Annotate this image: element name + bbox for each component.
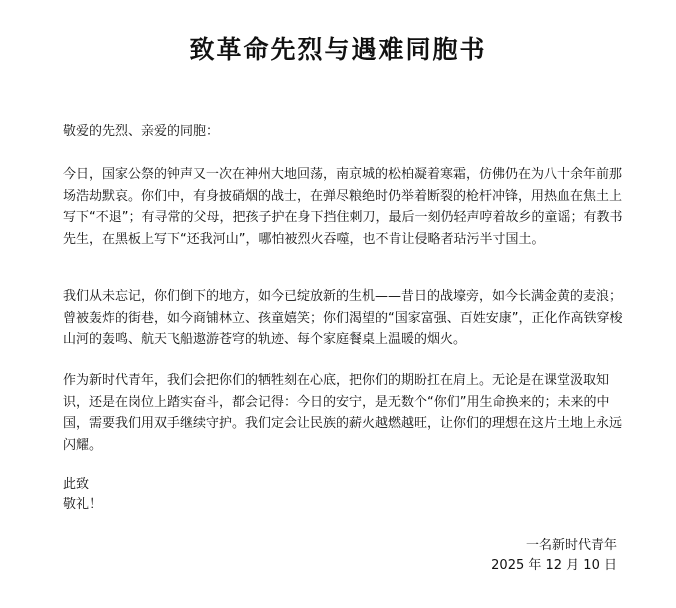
letter-paragraph-2: 我们从未忘记，你们倒下的地方，如今已绽放新的生机——昔日的战壕旁，如今长满金黄的麦浪；曾被轰炸的街巷，如今商铺林立、孩童嬉笑；你们渴望的“国家富强、百姓安康”，正化作高铁穿梭山河的轰鸣、航天飞船遨游苍穹的轨迹、每个家庭餐桌上温暖的烟火。 [63,289,623,347]
letter-signature: 一名新时代青年 [525,538,617,553]
letter-title: 致革命先烈与遇难同胞书 [189,35,487,64]
letter-greeting: 敬爱的先烈、亲爱的同胞： [63,124,220,139]
letter-paragraph-1: 今日，国家公祭的钟声又一次在神州大地回荡，南京城的松柏凝着寒霜，仿佛仍在为八十余年前那场浩劫默哀。你们中，有身披硝烟的战士，在弹尽粮绝时仍举着断裂的枪杆冲锋，用热血在焦土上写下“不退”；有寻常的父母，把孩子护在身下挡住刺刀，最后一刻仍轻声哼着故乡的童谣；有教书先生，在黑板上写下“还我河山”，哪怕被烈火吞噬，也不肯让侵略者玷污半寸国土。 [63,167,623,247]
letter-date: 2025 年 12 月 10 日 [491,558,617,573]
letter-paragraph-3: 作为新时代青年，我们会把你们的牺牲刻在心底，把你们的期盼扛在肩上。无论是在课堂汲取知识，还是在岗位上踏实奋斗，都会记得：今日的安宁，是无数个“你们”用生命换来的；未来的中国，需要我们用双手继续守护。我们定会让民族的薪火越燃越旺，让你们的理想在这片土地上永远闪耀。 [63,373,623,453]
letter-closing-2: 敬礼！ [63,497,103,512]
letter-closing-1: 此致 [63,477,90,492]
